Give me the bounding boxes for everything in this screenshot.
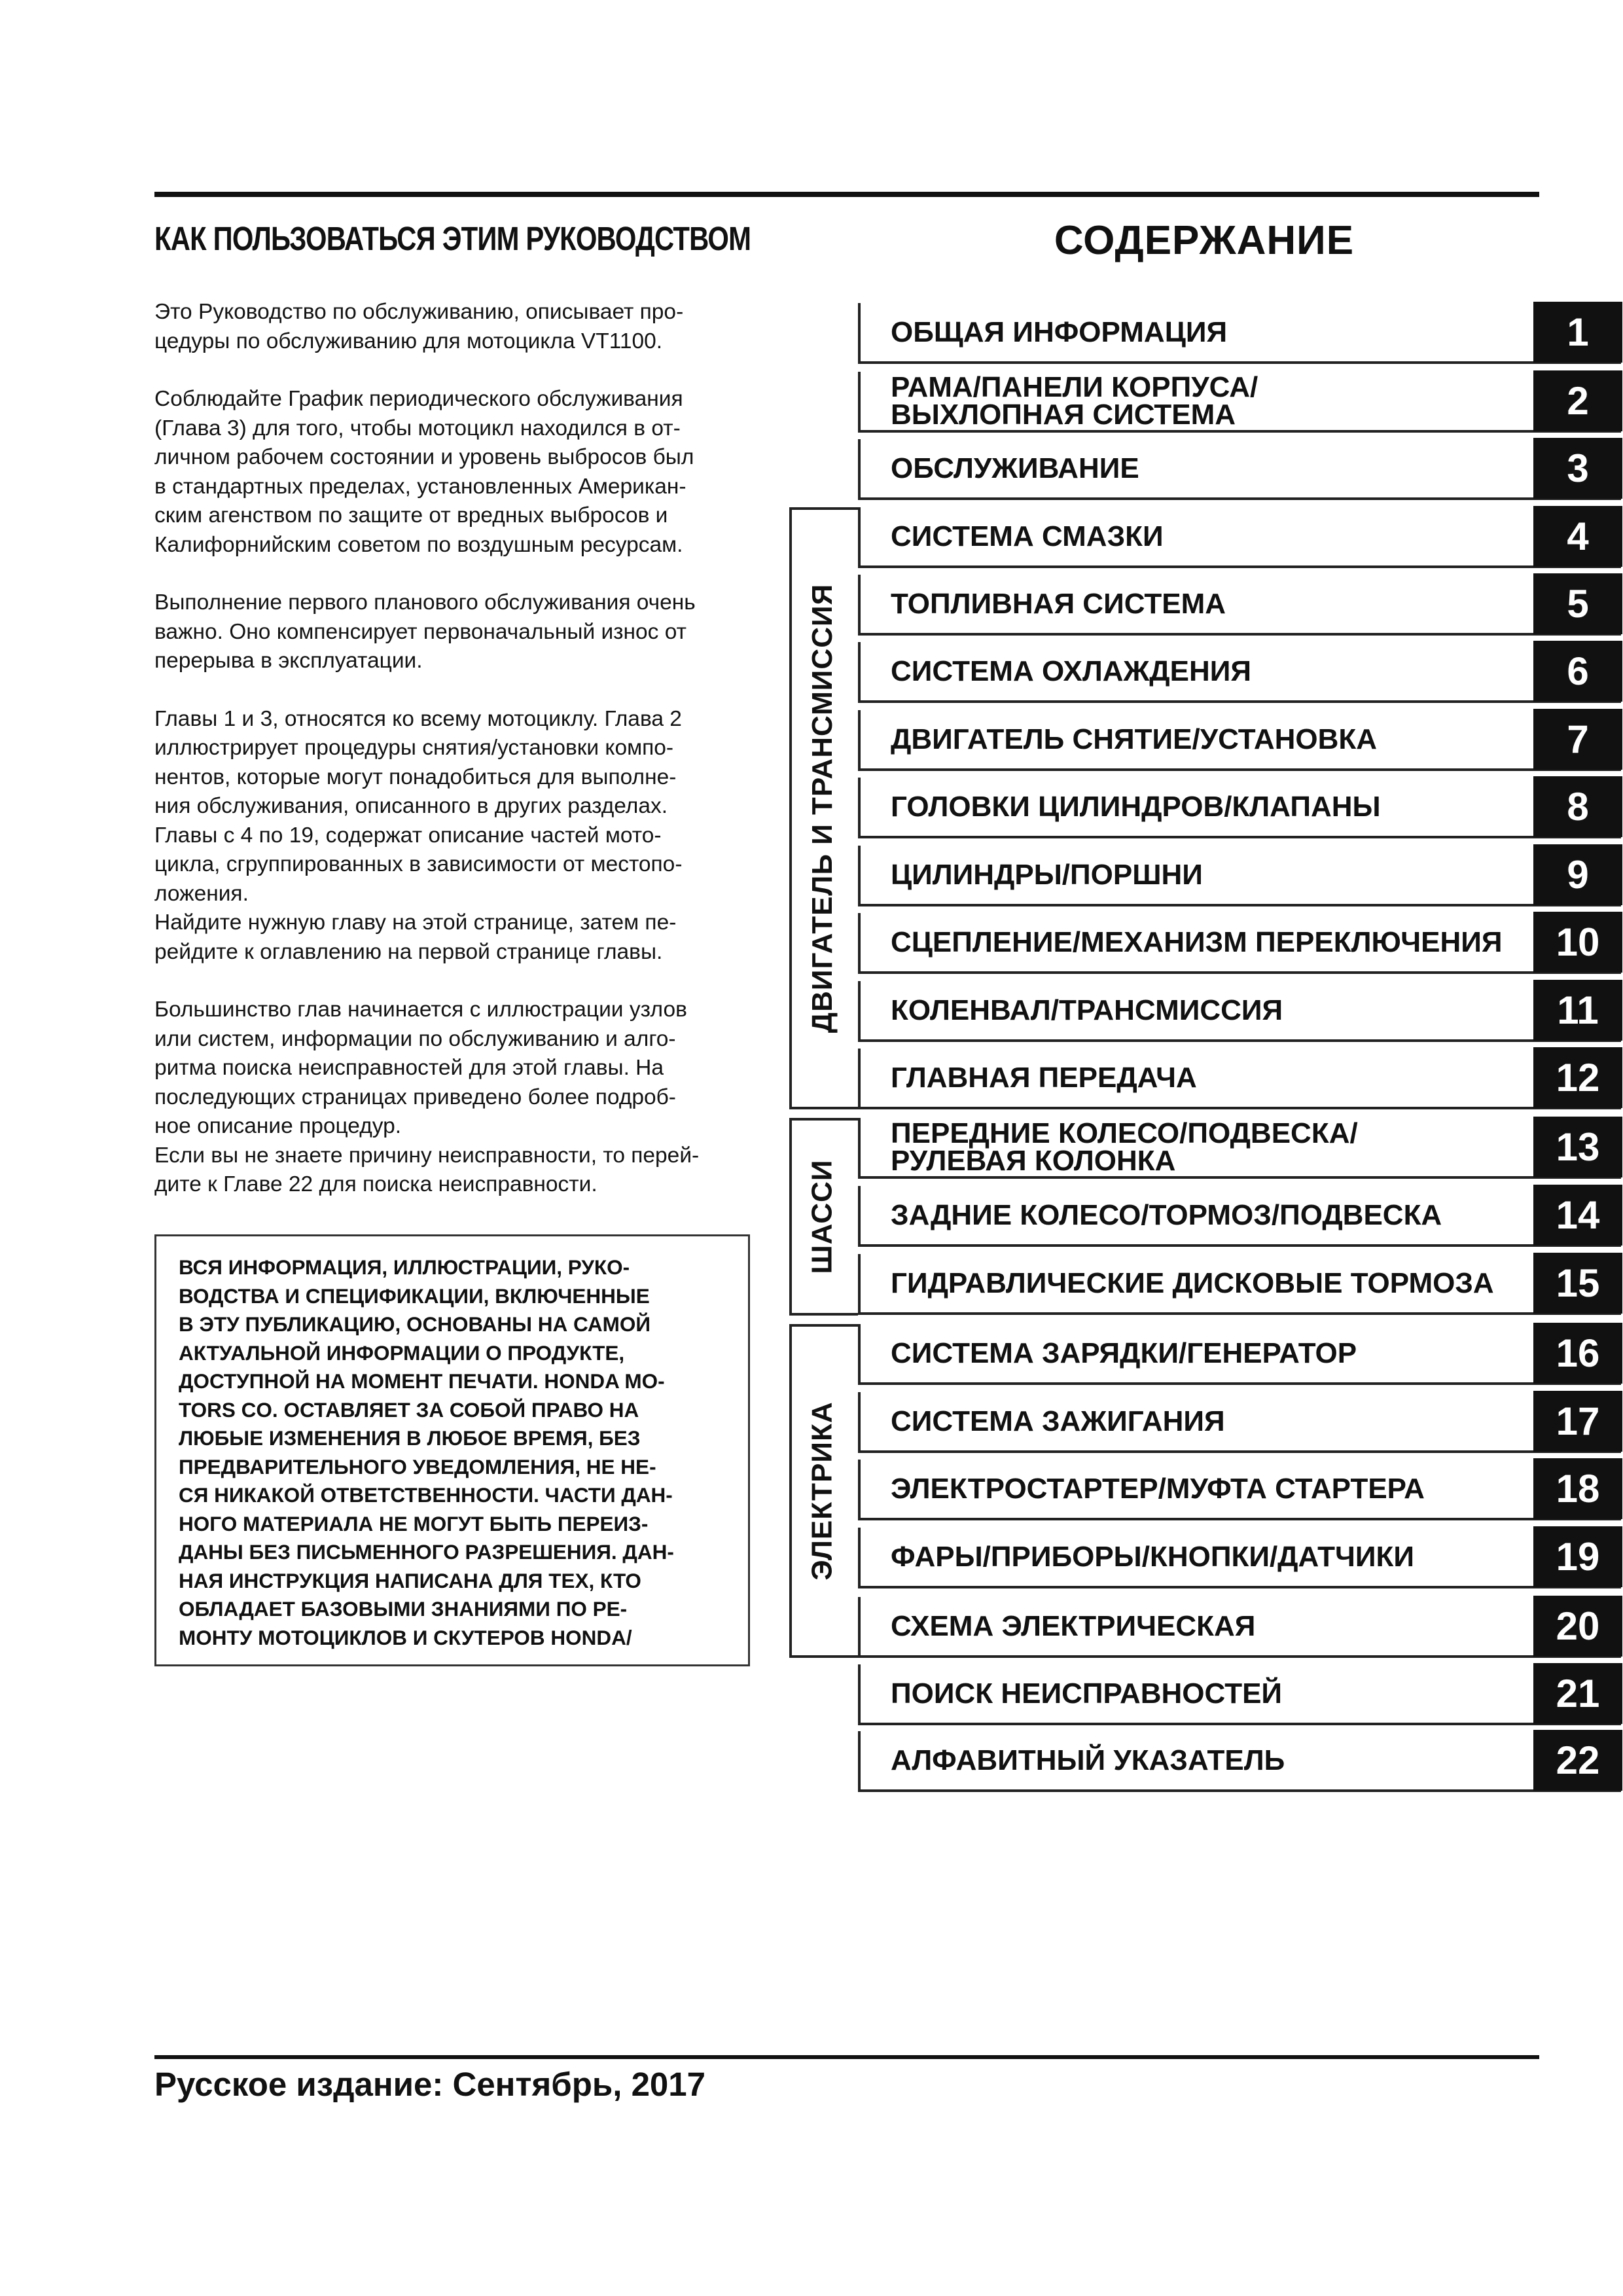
toc-item-title: ГЛАВНАЯ ПЕРЕДАЧА bbox=[891, 1061, 1197, 1094]
toc-item[interactable] bbox=[858, 1324, 1621, 1385]
toc-item-title: СИСТЕМА СМАЗКИ bbox=[891, 520, 1164, 552]
toc-item[interactable] bbox=[858, 1528, 1621, 1588]
toc-item-title: ЗАДНИЕ КОЛЕСО/ТОРМОЗ/ПОДВЕСКА bbox=[891, 1198, 1442, 1231]
toc-item-number: 8 bbox=[1533, 776, 1622, 837]
toc-item-title: СХЕМА ЭЛЕКТРИЧЕСКАЯ bbox=[891, 1609, 1256, 1642]
toc-item-number: 20 bbox=[1533, 1596, 1622, 1657]
toc-item[interactable] bbox=[858, 642, 1621, 703]
toc-item[interactable] bbox=[858, 1049, 1621, 1109]
toc-item-number: 15 bbox=[1533, 1253, 1622, 1314]
toc-item[interactable] bbox=[858, 846, 1621, 906]
toc-item-number: 16 bbox=[1533, 1323, 1622, 1384]
toc-item-number: 6 bbox=[1533, 641, 1622, 702]
edition-footer: Русское издание: Сентябрь, 2017 bbox=[154, 2066, 706, 2103]
toc-item[interactable] bbox=[858, 1118, 1621, 1179]
toc-item[interactable] bbox=[858, 981, 1621, 1042]
paragraph: Главы 1 и 3, относятся ко всему мотоциклу. Глава 2 иллюстрирует процедуры снятия/установки компо- нентов, которые могут понадобиться для выполне- ния обслуживания, описанного в других разделах. Главы с 4 по 19, содержат описание частей мото- цикла, сгруппированных в зависимости от местопо- ложения. Найдите нужную главу на этой странице, затем пе- рейдите к оглавлению на первой странице главы. bbox=[154, 706, 683, 964]
toc-item-number: 18 bbox=[1533, 1458, 1622, 1519]
toc-item-number: 21 bbox=[1533, 1663, 1622, 1724]
toc-item-number: 10 bbox=[1533, 912, 1622, 973]
toc-item[interactable] bbox=[858, 575, 1621, 636]
bottom-rule bbox=[154, 2055, 1539, 2059]
toc-item-number: 4 bbox=[1533, 506, 1622, 567]
toc-item[interactable] bbox=[858, 507, 1621, 568]
toc-item-number: 7 bbox=[1533, 709, 1622, 770]
top-rule bbox=[154, 192, 1539, 197]
toc-item-number: 22 bbox=[1533, 1730, 1622, 1791]
toc-item-number: 13 bbox=[1533, 1117, 1622, 1177]
toc-item-title: ФАРЫ/ПРИБОРЫ/КНОПКИ/ДАТЧИКИ bbox=[891, 1540, 1414, 1573]
toc-item-title: ЭЛЕКТРОСТАРТЕР/МУФТА СТАРТЕРА bbox=[891, 1472, 1425, 1505]
toc-item-number: 12 bbox=[1533, 1047, 1622, 1108]
toc-item[interactable] bbox=[858, 1731, 1621, 1792]
toc-item-title: ТОПЛИВНАЯ СИСТЕМА bbox=[891, 587, 1226, 620]
toc-item-title: ДВИГАТЕЛЬ СНЯТИЕ/УСТАНОВКА bbox=[891, 723, 1378, 755]
paragraph: Большинство глав начинается с иллюстрации узлов или систем, информации по обслуживанию и алго- ритма поиска неисправностей для этой главы. На последующих страницах приведено более подроб- ное описание процедур. Если вы не знаете причину неисправности, то перей- дите к Главе 22 для поиска неисправности. bbox=[154, 997, 700, 1196]
toc-item-title: СИСТЕМА ЗАЖИГАНИЯ bbox=[891, 1405, 1225, 1437]
toc-item[interactable] bbox=[858, 1460, 1621, 1520]
toc-item-number: 14 bbox=[1533, 1185, 1622, 1246]
toc-item-number: 9 bbox=[1533, 844, 1622, 905]
paragraph: Соблюдайте График периодического обслуживания (Глава 3) для того, чтобы мотоцикл находился в от- личном рабочем состоянии и уровень выбросов был в стандартных пределах, установленных Американ- ским агенством по защите от вредных выбросов и Калифорнийским советом по воздушным ресурсам. bbox=[154, 387, 694, 557]
toc-item-title: ПЕРЕДНИЕ КОЛЕСО/ПОДВЕСКА/ РУЛЕВАЯ КОЛОНКА bbox=[891, 1117, 1358, 1177]
toc-item-title: РАМА/ПАНЕЛИ КОРПУСА/ ВЫХЛОПНАЯ СИСТЕМА bbox=[891, 370, 1258, 431]
toc-item[interactable] bbox=[858, 1392, 1621, 1453]
toc-item[interactable] bbox=[858, 372, 1621, 433]
toc-item-number: 19 bbox=[1533, 1526, 1622, 1587]
toc-item-number: 2 bbox=[1533, 370, 1622, 431]
toc-item[interactable] bbox=[858, 710, 1621, 771]
copyright-notice: ВСЯ ИНФОРМАЦИЯ, ИЛЛЮСТРАЦИИ, РУКО- ВОДСТВА И СПЕЦИФИКАЦИИ, ВКЛЮЧЕННЫЕ В ЭТУ ПУБЛИКАЦИЮ, ОСНОВАНЫ НА САМОЙ АКТУАЛЬНОЙ ИНФОРМАЦИИ О ПРОДУКТЕ, ДОСТУПНОЙ НА МОМЕНТ ПЕЧАТИ. HONDA MO- TORS CO. ОСТАВЛЯЕТ ЗА СОБОЙ ПРАВО НА ЛЮБЫЕ ИЗМЕНЕНИЯ В ЛЮБОЕ ВРЕМЯ, БЕЗ ПРЕДВАРИТЕЛЬНОГО УВЕДОМЛЕНИЯ, НЕ НЕ- СЯ НИКАКОЙ ОТВЕТСТВЕННОСТИ. ЧАСТИ ДАН- НОГО МАТЕРИАЛА НЕ МОГУТ БЫТЬ ПЕРЕИЗ- ДАНЫ БЕЗ ПИСЬМЕННОГО РАЗРЕШЕНИЯ. ДАН- НАЯ ИНСТРУКЦИЯ НАПИСАНА ДЛЯ ТЕХ, КТО ОБЛАДАЕТ БАЗОВЫМИ ЗНАНИЯМИ ПО РЕ- МОНТУ МОТОЦИКЛОВ И СКУТЕРОВ HONDA/ bbox=[154, 1234, 750, 1666]
toc-item[interactable] bbox=[858, 439, 1621, 500]
toc-item[interactable] bbox=[858, 913, 1621, 974]
toc-item[interactable] bbox=[858, 1186, 1621, 1247]
toc-item[interactable] bbox=[858, 1597, 1621, 1658]
toc-item-number: 1 bbox=[1533, 302, 1622, 363]
intro-text bbox=[154, 298, 770, 1229]
toc-item-number: 5 bbox=[1533, 573, 1622, 634]
toc-item-title: СИСТЕМА ЗАРЯДКИ/ГЕНЕРАТОР bbox=[891, 1336, 1357, 1369]
group-label-text: ДВИГАТЕЛЬ И ТРАНСМИССИЯ bbox=[806, 583, 839, 1033]
paragraph: Это Руководство по обслуживанию, описывает про- цедуры по обслуживанию для мотоцикла VT1100. bbox=[154, 300, 684, 353]
group-label-engine bbox=[800, 507, 846, 1109]
toc-item-title: КОЛЕНВАЛ/ТРАНСМИССИЯ bbox=[891, 994, 1283, 1026]
toc-title: СОДЕРЖАНИЕ bbox=[1054, 218, 1355, 263]
page-title: КАК ПОЛЬЗОВАТЬСЯ ЭТИМ РУКОВОДСТВОМ bbox=[154, 220, 751, 257]
toc-item-title: АЛФАВИТНЫЙ УКАЗАТЕЛЬ bbox=[891, 1744, 1285, 1776]
toc-item-title: ОБСЛУЖИВАНИЕ bbox=[891, 452, 1139, 484]
toc-item-title: ЦИЛИНДРЫ/ПОРШНИ bbox=[891, 858, 1203, 891]
toc-item-title: ОБЩАЯ ИНФОРМАЦИЯ bbox=[891, 315, 1228, 348]
group-label-text: ЭЛЕКТРИКА bbox=[806, 1401, 838, 1581]
toc-item-title: СЦЕПЛЕНИЕ/МЕХАНИЗМ ПЕРЕКЛЮЧЕНИЯ bbox=[891, 925, 1503, 958]
toc-item-title: ГОЛОВКИ ЦИЛИНДРОВ/КЛАПАНЫ bbox=[891, 790, 1381, 823]
paragraph: Выполнение первого планового обслуживания очень важно. Оно компенсирует первоначальный износ от перерыва в эксплуатации. bbox=[154, 590, 696, 673]
group-label-text: ШАССИ bbox=[806, 1159, 839, 1274]
group-label-electrical bbox=[800, 1324, 846, 1658]
toc-item-title: ПОИСК НЕИСПРАВНОСТЕЙ bbox=[891, 1677, 1283, 1710]
toc-item-title: СИСТЕМА ОХЛАЖДЕНИЯ bbox=[891, 655, 1251, 687]
toc-item[interactable] bbox=[858, 778, 1621, 838]
toc-item-number: 11 bbox=[1533, 980, 1622, 1041]
toc-item-title: ГИДРАВЛИЧЕСКИЕ ДИСКОВЫЕ ТОРМОЗА bbox=[891, 1266, 1494, 1299]
toc-item-number: 17 bbox=[1533, 1391, 1622, 1452]
toc-item-number: 3 bbox=[1533, 438, 1622, 499]
toc-item[interactable] bbox=[858, 1254, 1621, 1315]
group-label-chassis bbox=[800, 1118, 846, 1316]
toc-item[interactable] bbox=[858, 303, 1621, 364]
toc-item[interactable] bbox=[858, 1664, 1621, 1725]
